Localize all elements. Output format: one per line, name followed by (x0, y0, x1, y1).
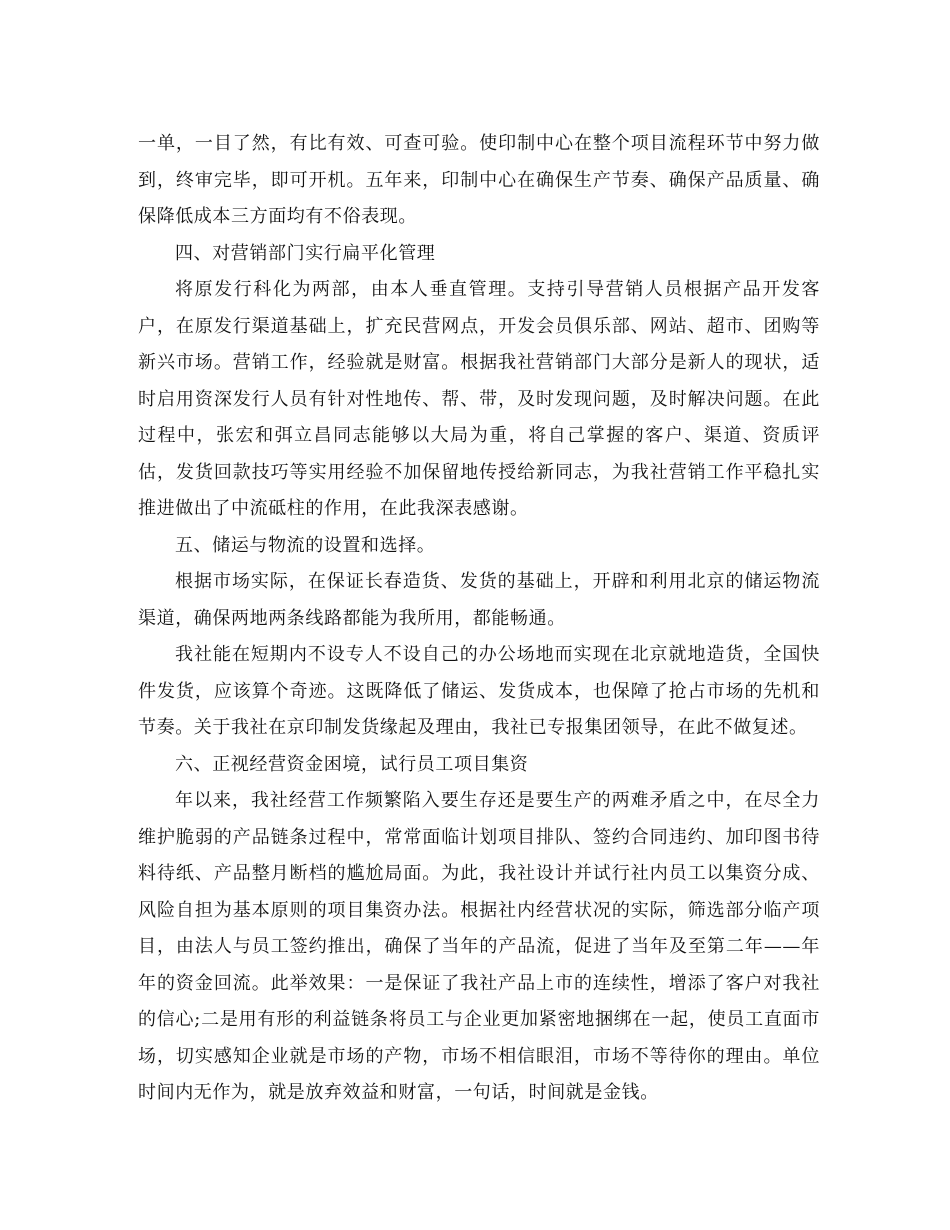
section-heading-5: 五、储运与物流的设置和选择。 (175, 534, 436, 556)
paragraph-funding: 年以来，我社经营工作频繁陷入要生存还是要生产的两难矛盾之中，在尽全力维护脆弱的产品链条过程中，常常面临计划项目排队、签约合同违约、加印图书待料待纸、产品整月断档的尴尬局面。为此，我社设计并试行社内员工以集资分成、风险自担为基本原则的项目集资办法。根据社内经营状况的实际，筛选部分临产项目，由法人与员工签约推出，确保了当年的产品流，促进了当年及至第二年——年年的资金回流。此举效果：一是保证了我社产品上市的连续性，增添了客户对我社的信心;二是用有形的利益链条将员工与企业更加紧密地捆绑在一起，使员工直面市场，切实感知企业就是市场的产物，市场不相信眼泪，市场不等待你的理由。单位时间内无作为，就是放弃效益和财富，一句话，时间就是金钱。 (138, 790, 820, 1103)
section-heading-6: 六、正视经营资金困境，试行员工项目集资 (175, 753, 529, 775)
paragraph-logistics-2: 我社能在短期内不设专人不设自己的办公场地而实现在北京就地造货，全国快件发货，应该算个奇迹。这既降低了储运、发货成本，也保障了抢占市场的先机和节奏。关于我社在京印制发货缘起及理由，我社已专报集团领导，在此不做复述。 (138, 644, 820, 738)
document-body (138, 126, 820, 1112)
paragraph-marketing: 将原发行科化为两部，由本人垂直管理。支持引导营销人员根据产品开发客户，在原发行渠道基础上，扩充民营网点，开发会员俱乐部、网站、超市、团购等新兴市场。营销工作，经验就是财富。根据我社营销部门大部分是新人的现状，适时启用资深发行人员有针对性地传、帮、带，及时发现问题，及时解决问题。在此过程中，张宏和弭立昌同志能够以大局为重，将自己掌握的客户、渠道、资质评估，发货回款技巧等实用经验不加保留地传授给新同志，为我社营销工作平稳扎实推进做出了中流砥柱的作用，在此我深表感谢。 (138, 279, 820, 519)
paragraph-printing-center: 一单，一目了然，有比有效、可查可验。使印制中心在整个项目流程环节中努力做到，终审完毕，即可开机。五年来，印制中心在确保生产节奏、确保产品质量、确保降低成本三方面均有不俗表现。 (138, 133, 820, 227)
section-heading-4: 四、对营销部门实行扁平化管理 (175, 242, 436, 264)
paragraph-logistics-1: 根据市场实际，在保证长春造货、发货的基础上，开辟和利用北京的储运物流渠道，确保两地两条线路都能为我所用，都能畅通。 (138, 571, 820, 629)
